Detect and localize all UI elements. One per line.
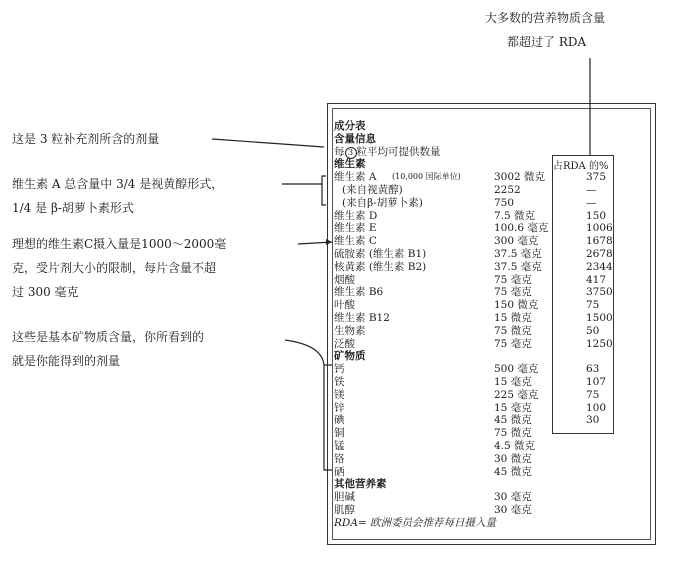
nutrient-amount: 225 毫克 [494,388,539,401]
nutrient-amount: 75 毫克 [494,286,532,299]
nutrient-amount: 37.5 毫克 [494,247,542,260]
nutrient-amount: 75 毫克 [494,337,532,350]
nutrient-name: 维生素 E [334,222,377,235]
rda-column-header: 占RDA 的% [553,161,609,172]
callout-line: 都超过了 RDA [507,35,587,49]
rda-percent: 100 [586,401,607,414]
callout-line: 理想的维生素C摄入量是1000～2000毫 [12,237,227,251]
nutrient-amount: 75 微克 [494,324,532,337]
rda-percent: 75 [586,388,600,401]
section-vitamins: 维生素 [334,158,366,171]
callout-line: 这是 3 粒补充剂所含的剂量 [12,132,160,146]
rda-percent: 2344 [586,260,613,273]
rda-percent: 417 [586,273,607,286]
nutrient-amount: 37.5 毫克 [494,260,542,273]
nutrient-amount: 15 毫克 [494,401,532,414]
nutrient-amount: 750 [494,196,515,209]
nutrient-name: 铁 [334,375,345,388]
rda-percent: 150 [586,209,607,222]
nutrient-amount: 500 毫克 [494,363,539,376]
nutrient-name: 维生素 D [334,209,378,222]
nutrient-amount: 150 微克 [494,299,539,312]
nutrient-name: 锌 [334,401,345,414]
callout-line: 克，受片剂大小的限制，每片含量不超 [12,261,217,275]
nutrient-name: 胆碱 [334,491,355,504]
nutrient-amount: 3002 微克 [494,171,546,184]
nutrient-name: 维生素 B12 [334,311,390,324]
nutrient-name: 维生素 B6 [334,286,384,299]
callout-line: 这些是基本矿物质含量，你所看到的 [12,330,205,344]
nutrient-amount: 30 微克 [494,452,532,465]
nutrient-amount: 45 微克 [494,414,532,427]
rda-percent: — [586,183,597,196]
nutrient-name: 叶酸 [334,299,355,312]
nutrient-amount: 45 微克 [494,465,532,478]
vitamin-a-unit: (10,000 国际单位) [392,172,461,182]
section-minerals: 矿物质 [334,350,366,363]
nutrient-name: 铬 [334,452,345,465]
rda-percent: 3750 [586,286,613,299]
footnote: RDA= 欧洲委员会推荐每日摄入量 [334,516,497,529]
serving-count-circle: 3 [345,147,357,159]
nutrient-name: 肌醇 [334,503,355,516]
rda-percent: 2678 [586,247,613,260]
rda-percent: 375 [586,171,607,184]
nutrient-amount: 75 毫克 [494,273,532,286]
callout-line: 过 300 毫克 [12,285,79,299]
nutrient-name: 烟酸 [334,273,355,286]
label-title: 成分表 [334,120,366,132]
nutrient-name: (来自视黄醇) [342,183,403,196]
nutrient-amount: 75 微克 [494,427,532,440]
nutrient-amount: 7.5 微克 [494,209,536,222]
nutrient-name: 硒 [334,465,345,478]
per-suffix: 粒平均可提供数量 [356,145,441,158]
rda-percent: 50 [586,324,600,337]
leader-line-dose [212,139,324,147]
callout-line: 大多数的营养物质含量 [485,11,606,25]
rda-percent: 30 [586,414,600,427]
nutrient-amount: 100.6 毫克 [494,222,549,235]
arrowhead [326,239,332,245]
nutrient-name: 泛酸 [334,337,355,350]
leader-line-vitamin-a [282,176,326,205]
nutrient-name: 硫胺素 (维生素 B1) [334,247,427,260]
callout-line: 1/4 是 β-胡萝卜素形式 [12,201,134,215]
per-prefix: 每 [334,145,345,158]
rda-percent: 107 [586,375,607,388]
rda-percent: 1500 [586,311,613,324]
rda-percent: 63 [586,363,600,376]
rda-percent: 75 [586,299,600,312]
nutrient-amount: 300 毫克 [494,235,539,248]
rda-percent: — [586,196,597,209]
nutrient-name: 碘 [334,414,345,427]
callout-line: 就是你能得到的剂量 [12,354,121,368]
leader-line-minerals [285,340,332,470]
nutrient-name: 核黄素 (维生素 B2) [334,260,427,273]
section-other-nutrients: 其他营养素 [334,478,387,491]
rda-percent: 1678 [586,235,613,248]
nutrient-name: 维生素 C [334,235,377,248]
nutrient-amount: 2252 [494,183,521,196]
nutrient-name: 维生素 A [334,171,377,184]
nutrient-amount: 30 毫克 [494,491,532,504]
nutrient-amount: 30 毫克 [494,503,532,516]
rda-percent: 1250 [586,337,613,350]
nutrient-amount: 15 毫克 [494,375,532,388]
nutrient-name: 生物素 [334,324,366,337]
nutrient-name: 镁 [334,388,345,401]
section-content-info: 含量信息 [334,132,376,145]
nutrient-name: (来自β-胡萝卜素) [342,196,423,209]
nutrient-amount: 4.5 微克 [494,439,536,452]
rda-percent: 1006 [586,222,613,235]
nutrient-name: 钙 [334,363,345,376]
callout-line: 维生素 A 总含量中 3/4 是视黄醇形式， [12,177,224,191]
nutrient-name: 铜 [334,427,345,440]
nutrient-name: 锰 [334,439,345,452]
nutrient-amount: 15 微克 [494,311,532,324]
